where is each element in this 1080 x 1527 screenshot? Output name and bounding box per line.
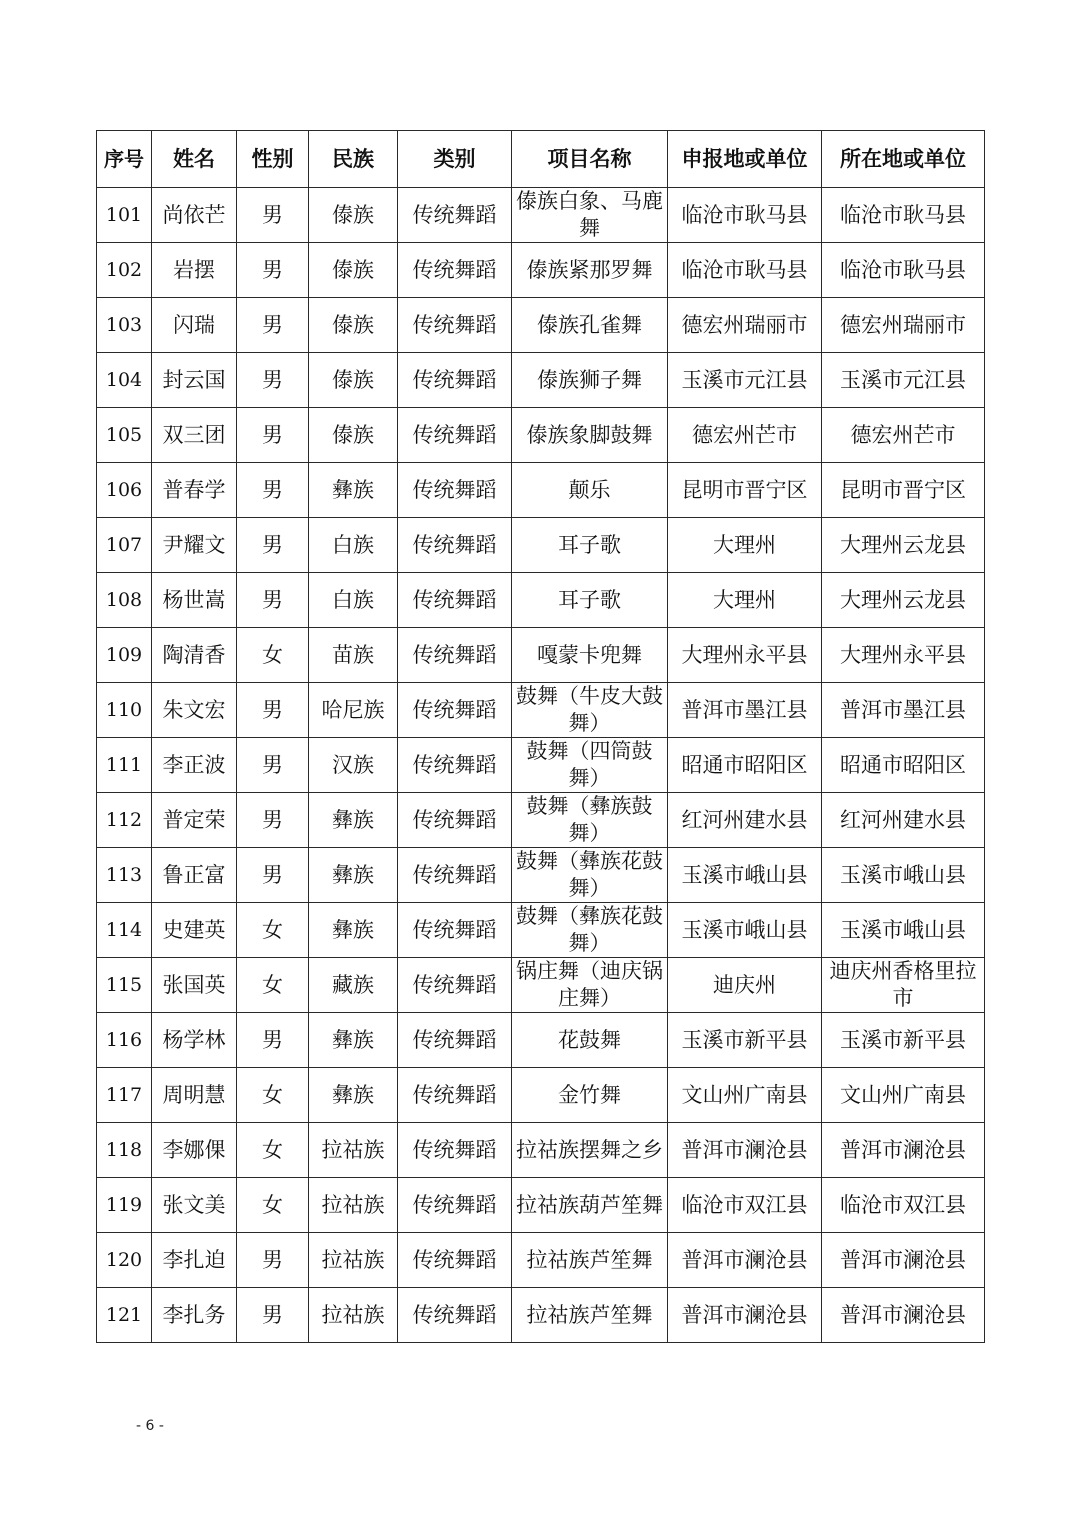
cell-declared-by: 红河州建水县 — [668, 793, 822, 848]
cell-declared-by: 玉溪市新平县 — [668, 1013, 822, 1068]
cell-declared-by: 普洱市澜沧县 — [668, 1233, 822, 1288]
table-row — [97, 463, 985, 518]
cell-ethnicity: 哈尼族 — [309, 683, 398, 738]
cell-project: 鼓舞（彝族鼓舞） — [512, 793, 668, 848]
cell-declared-by: 临沧市耿马县 — [668, 243, 822, 298]
cell-seq: 115 — [97, 958, 152, 1013]
cell-seq: 102 — [97, 243, 152, 298]
cell-name: 张国英 — [152, 958, 237, 1013]
cell-name: 杨世嵩 — [152, 573, 237, 628]
cell-seq: 106 — [97, 463, 152, 518]
cell-declared-by: 德宏州芒市 — [668, 408, 822, 463]
header-name: 姓名 — [152, 131, 237, 188]
table-row — [97, 683, 985, 738]
cell-declared-by: 迪庆州 — [668, 958, 822, 1013]
table-row — [97, 188, 985, 243]
cell-name: 闪瑞 — [152, 298, 237, 353]
cell-gender: 女 — [237, 1068, 309, 1123]
cell-category: 传统舞蹈 — [398, 463, 512, 518]
table-row — [97, 903, 985, 958]
cell-ethnicity: 拉祜族 — [309, 1288, 398, 1343]
cell-project: 拉祜族芦笙舞 — [512, 1288, 668, 1343]
cell-name: 封云国 — [152, 353, 237, 408]
table-row — [97, 958, 985, 1013]
table-row — [97, 1288, 985, 1343]
cell-gender: 女 — [237, 1123, 309, 1178]
cell-project: 傣族紧那罗舞 — [512, 243, 668, 298]
cell-declared-by: 大理州 — [668, 518, 822, 573]
cell-declared-by: 临沧市双江县 — [668, 1178, 822, 1233]
cell-declared-by: 玉溪市元江县 — [668, 353, 822, 408]
cell-located-at: 大理州永平县 — [822, 628, 985, 683]
cell-name: 周明慧 — [152, 1068, 237, 1123]
cell-project: 拉祜族葫芦笙舞 — [512, 1178, 668, 1233]
cell-ethnicity: 拉祜族 — [309, 1123, 398, 1178]
cell-name: 李扎务 — [152, 1288, 237, 1343]
cell-name: 杨学林 — [152, 1013, 237, 1068]
cell-category: 传统舞蹈 — [398, 1178, 512, 1233]
cell-gender: 男 — [237, 793, 309, 848]
cell-name: 李正波 — [152, 738, 237, 793]
cell-name: 尹耀文 — [152, 518, 237, 573]
cell-ethnicity: 彝族 — [309, 1013, 398, 1068]
cell-gender: 男 — [237, 298, 309, 353]
cell-gender: 男 — [237, 1233, 309, 1288]
cell-category: 传统舞蹈 — [398, 683, 512, 738]
cell-seq: 121 — [97, 1288, 152, 1343]
cell-gender: 男 — [237, 463, 309, 518]
cell-ethnicity: 白族 — [309, 518, 398, 573]
cell-project: 耳子歌 — [512, 518, 668, 573]
cell-seq: 116 — [97, 1013, 152, 1068]
cell-category: 传统舞蹈 — [398, 1288, 512, 1343]
cell-seq: 113 — [97, 848, 152, 903]
cell-declared-by: 昭通市昭阳区 — [668, 738, 822, 793]
cell-located-at: 德宏州芒市 — [822, 408, 985, 463]
cell-name: 朱文宏 — [152, 683, 237, 738]
cell-ethnicity: 傣族 — [309, 408, 398, 463]
cell-project: 傣族白象、马鹿舞 — [512, 188, 668, 243]
cell-project: 鼓舞（彝族花鼓舞） — [512, 903, 668, 958]
table-row — [97, 408, 985, 463]
cell-declared-by: 临沧市耿马县 — [668, 188, 822, 243]
cell-declared-by: 大理州永平县 — [668, 628, 822, 683]
header-project: 项目名称 — [512, 131, 668, 188]
cell-ethnicity: 苗族 — [309, 628, 398, 683]
cell-declared-by: 普洱市澜沧县 — [668, 1123, 822, 1178]
cell-category: 传统舞蹈 — [398, 353, 512, 408]
cell-gender: 女 — [237, 958, 309, 1013]
table-row — [97, 628, 985, 683]
cell-project: 鼓舞（牛皮大鼓舞） — [512, 683, 668, 738]
cell-category: 传统舞蹈 — [398, 573, 512, 628]
cell-seq: 108 — [97, 573, 152, 628]
cell-gender: 男 — [237, 738, 309, 793]
cell-name: 普定荣 — [152, 793, 237, 848]
cell-located-at: 文山州广南县 — [822, 1068, 985, 1123]
cell-project: 花鼓舞 — [512, 1013, 668, 1068]
cell-category: 传统舞蹈 — [398, 518, 512, 573]
cell-located-at: 普洱市澜沧县 — [822, 1123, 985, 1178]
cell-project: 拉祜族芦笙舞 — [512, 1233, 668, 1288]
cell-category: 传统舞蹈 — [398, 903, 512, 958]
cell-ethnicity: 傣族 — [309, 188, 398, 243]
cell-seq: 109 — [97, 628, 152, 683]
cell-gender: 男 — [237, 683, 309, 738]
table-row — [97, 738, 985, 793]
table-row — [97, 1233, 985, 1288]
cell-seq: 119 — [97, 1178, 152, 1233]
cell-gender: 女 — [237, 628, 309, 683]
table-row — [97, 1068, 985, 1123]
cell-category: 传统舞蹈 — [398, 848, 512, 903]
cell-located-at: 玉溪市峨山县 — [822, 848, 985, 903]
cell-category: 传统舞蹈 — [398, 243, 512, 298]
cell-located-at: 昆明市晋宁区 — [822, 463, 985, 518]
header-category: 类别 — [398, 131, 512, 188]
page-number: - 6 - — [136, 1418, 164, 1434]
cell-seq: 103 — [97, 298, 152, 353]
cell-category: 传统舞蹈 — [398, 1123, 512, 1178]
cell-declared-by: 普洱市墨江县 — [668, 683, 822, 738]
cell-ethnicity: 拉祜族 — [309, 1233, 398, 1288]
cell-located-at: 临沧市耿马县 — [822, 243, 985, 298]
table-row — [97, 298, 985, 353]
cell-name: 尚依芒 — [152, 188, 237, 243]
cell-project: 锅庄舞（迪庆锅庄舞） — [512, 958, 668, 1013]
cell-project: 傣族狮子舞 — [512, 353, 668, 408]
cell-gender: 男 — [237, 518, 309, 573]
cell-seq: 111 — [97, 738, 152, 793]
cell-gender: 女 — [237, 903, 309, 958]
cell-name: 普春学 — [152, 463, 237, 518]
cell-located-at: 大理州云龙县 — [822, 573, 985, 628]
cell-project: 拉祜族摆舞之乡 — [512, 1123, 668, 1178]
header-seq: 序号 — [97, 131, 152, 188]
cell-ethnicity: 傣族 — [309, 243, 398, 298]
table-row — [97, 793, 985, 848]
table-header-row — [97, 131, 985, 188]
cell-located-at: 红河州建水县 — [822, 793, 985, 848]
cell-located-at: 临沧市耿马县 — [822, 188, 985, 243]
cell-category: 传统舞蹈 — [398, 188, 512, 243]
header-ethnicity: 民族 — [309, 131, 398, 188]
cell-category: 传统舞蹈 — [398, 1233, 512, 1288]
cell-ethnicity: 彝族 — [309, 1068, 398, 1123]
cell-gender: 男 — [237, 243, 309, 298]
cell-declared-by: 大理州 — [668, 573, 822, 628]
cell-ethnicity: 彝族 — [309, 463, 398, 518]
cell-ethnicity: 汉族 — [309, 738, 398, 793]
cell-project: 鼓舞（彝族花鼓舞） — [512, 848, 668, 903]
cell-seq: 107 — [97, 518, 152, 573]
table-row — [97, 1178, 985, 1233]
cell-name: 岩摆 — [152, 243, 237, 298]
cell-project: 鼓舞（四筒鼓舞） — [512, 738, 668, 793]
cell-gender: 男 — [237, 353, 309, 408]
cell-name: 李娜倮 — [152, 1123, 237, 1178]
cell-gender: 男 — [237, 1013, 309, 1068]
cell-category: 传统舞蹈 — [398, 738, 512, 793]
cell-seq: 112 — [97, 793, 152, 848]
cell-name: 陶清香 — [152, 628, 237, 683]
cell-seq: 105 — [97, 408, 152, 463]
cell-seq: 114 — [97, 903, 152, 958]
table-row — [97, 353, 985, 408]
cell-located-at: 普洱市澜沧县 — [822, 1288, 985, 1343]
cell-gender: 男 — [237, 1288, 309, 1343]
cell-located-at: 普洱市墨江县 — [822, 683, 985, 738]
cell-declared-by: 玉溪市峨山县 — [668, 848, 822, 903]
cell-ethnicity: 彝族 — [309, 903, 398, 958]
cell-located-at: 玉溪市峨山县 — [822, 903, 985, 958]
header-gender: 性别 — [237, 131, 309, 188]
table-body — [97, 188, 985, 1343]
cell-located-at: 玉溪市元江县 — [822, 353, 985, 408]
cell-ethnicity: 拉祜族 — [309, 1178, 398, 1233]
cell-ethnicity: 傣族 — [309, 298, 398, 353]
cell-category: 传统舞蹈 — [398, 628, 512, 683]
cell-located-at: 昭通市昭阳区 — [822, 738, 985, 793]
cell-gender: 男 — [237, 573, 309, 628]
cell-ethnicity: 藏族 — [309, 958, 398, 1013]
cell-declared-by: 昆明市晋宁区 — [668, 463, 822, 518]
cell-ethnicity: 傣族 — [309, 353, 398, 408]
table-row — [97, 573, 985, 628]
cell-ethnicity: 彝族 — [309, 848, 398, 903]
cell-category: 传统舞蹈 — [398, 958, 512, 1013]
cell-gender: 男 — [237, 188, 309, 243]
cell-ethnicity: 彝族 — [309, 793, 398, 848]
cell-located-at: 玉溪市新平县 — [822, 1013, 985, 1068]
table-row — [97, 518, 985, 573]
cell-name: 双三团 — [152, 408, 237, 463]
table-row — [97, 848, 985, 903]
cell-seq: 101 — [97, 188, 152, 243]
cell-located-at: 大理州云龙县 — [822, 518, 985, 573]
cell-declared-by: 德宏州瑞丽市 — [668, 298, 822, 353]
cell-category: 传统舞蹈 — [398, 298, 512, 353]
cell-declared-by: 文山州广南县 — [668, 1068, 822, 1123]
cell-seq: 120 — [97, 1233, 152, 1288]
table-row — [97, 1013, 985, 1068]
cell-seq: 117 — [97, 1068, 152, 1123]
header-declared-by: 申报地或单位 — [668, 131, 822, 188]
cell-name: 李扎迫 — [152, 1233, 237, 1288]
cell-seq: 104 — [97, 353, 152, 408]
cell-name: 张文美 — [152, 1178, 237, 1233]
cell-located-at: 德宏州瑞丽市 — [822, 298, 985, 353]
cell-project: 傣族孔雀舞 — [512, 298, 668, 353]
cell-seq: 110 — [97, 683, 152, 738]
cell-seq: 118 — [97, 1123, 152, 1178]
cell-gender: 女 — [237, 1178, 309, 1233]
cell-declared-by: 玉溪市峨山县 — [668, 903, 822, 958]
cell-project: 金竹舞 — [512, 1068, 668, 1123]
cell-gender: 男 — [237, 408, 309, 463]
cell-ethnicity: 白族 — [309, 573, 398, 628]
cell-name: 鲁正富 — [152, 848, 237, 903]
cell-located-at: 迪庆州香格里拉市 — [822, 958, 985, 1013]
cell-category: 传统舞蹈 — [398, 1068, 512, 1123]
header-located-at: 所在地或单位 — [822, 131, 985, 188]
table-row — [97, 1123, 985, 1178]
cell-project: 耳子歌 — [512, 573, 668, 628]
inheritor-roster-table — [96, 130, 985, 1343]
cell-gender: 男 — [237, 848, 309, 903]
cell-project: 颠乐 — [512, 463, 668, 518]
cell-category: 传统舞蹈 — [398, 1013, 512, 1068]
cell-located-at: 临沧市双江县 — [822, 1178, 985, 1233]
cell-declared-by: 普洱市澜沧县 — [668, 1288, 822, 1343]
cell-category: 传统舞蹈 — [398, 408, 512, 463]
cell-project: 傣族象脚鼓舞 — [512, 408, 668, 463]
cell-category: 传统舞蹈 — [398, 793, 512, 848]
cell-name: 史建英 — [152, 903, 237, 958]
table-row — [97, 243, 985, 298]
cell-located-at: 普洱市澜沧县 — [822, 1233, 985, 1288]
cell-project: 嘎蒙卡兜舞 — [512, 628, 668, 683]
